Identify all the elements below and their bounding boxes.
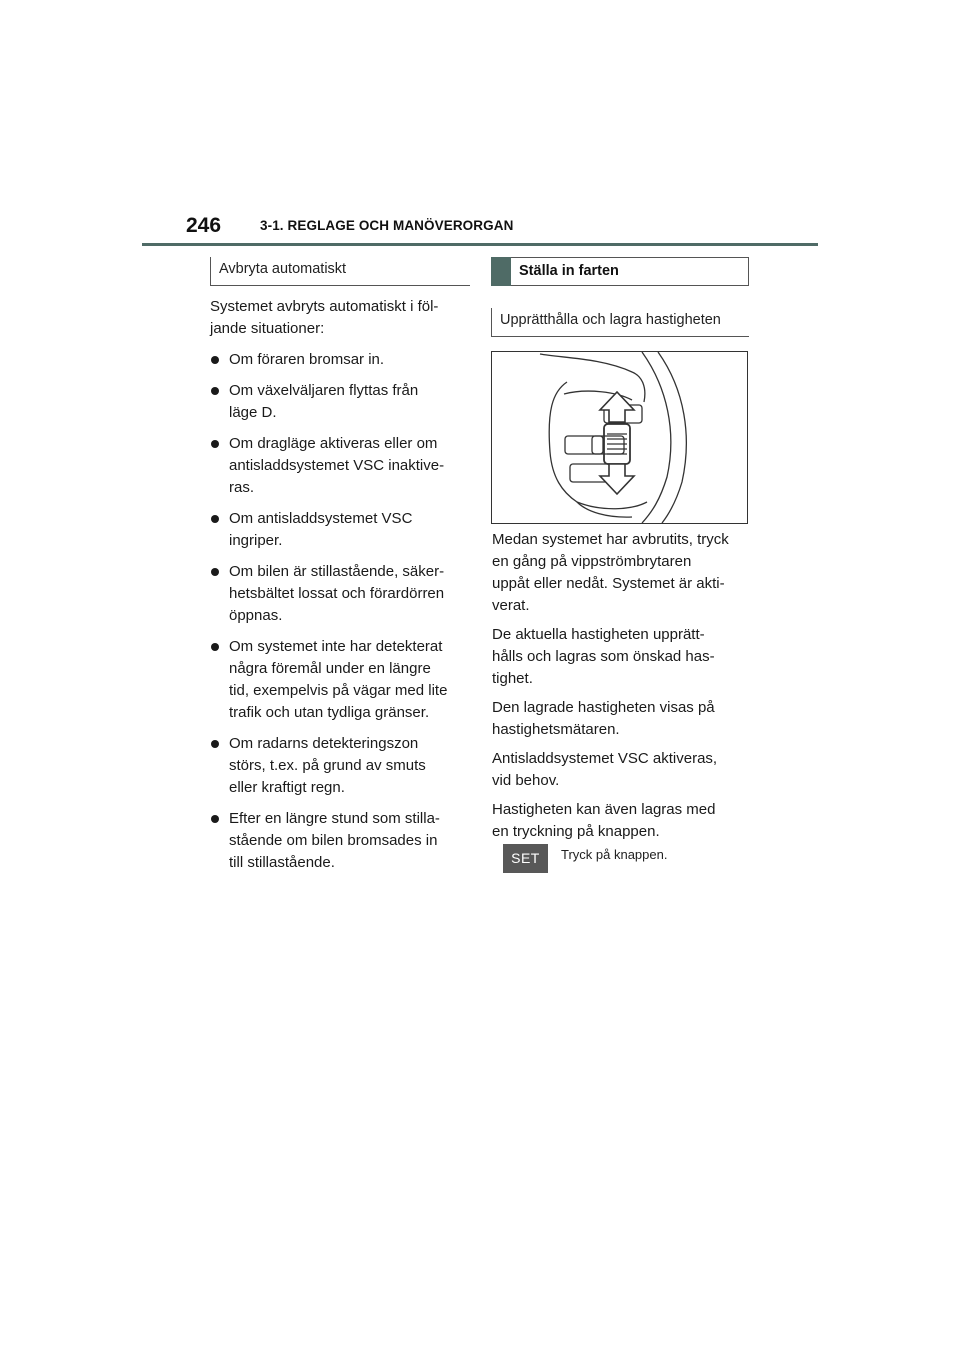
header-rule	[142, 243, 818, 246]
paragraph: De aktuella hastigheten upprätt- hålls och lagras som önskad has- tighet.	[492, 626, 715, 687]
paragraph: Medan systemet har avbrutits, tryck en gång på vippströmbrytaren uppåt eller nedåt. Systemet är akti- verat.	[492, 531, 729, 614]
right-column	[491, 257, 751, 337]
set-button-description: Tryck på knappen.	[561, 847, 668, 862]
list-item: Om växelväljaren flyttas från läge D.	[210, 380, 470, 424]
sub-heading-uppratthalla: Upprätthålla och lagra hastigheten	[491, 308, 749, 337]
bullet-icon	[211, 387, 219, 395]
paragraph: Hastigheten kan även lagras med en tryckning på knappen.	[492, 801, 716, 840]
bullet-list	[210, 349, 470, 874]
steering-wheel-switch-icon	[492, 352, 747, 523]
list-item: Om bilen är stillastående, säker- hetsbältet lossat och förardörren öppnas.	[210, 561, 470, 627]
bullet-icon	[211, 440, 219, 448]
bullet-icon	[211, 568, 219, 576]
list-item: Om föraren bromsar in.	[210, 349, 470, 371]
chapter-title: 3-1. REGLAGE OCH MANÖVERORGAN	[260, 218, 514, 233]
steering-wheel-figure	[491, 351, 748, 524]
paragraph: Den lagrade hastigheten visas på hastighetsmätaren.	[492, 699, 715, 738]
set-button-icon: SET	[503, 844, 548, 873]
intro-paragraph: Systemet avbryts automatiskt i föl- jande situationer:	[210, 298, 439, 337]
page-number: 246	[186, 214, 222, 237]
bullet-icon	[211, 740, 219, 748]
section-heading-bar	[491, 257, 511, 286]
bullet-icon	[211, 643, 219, 651]
list-item: Om antisladdsystemet VSC ingriper.	[210, 508, 470, 552]
list-item: Om radarns detekteringszon störs, t.ex. på grund av smuts eller kraftigt regn.	[210, 733, 470, 799]
bullet-icon	[211, 515, 219, 523]
section-heading-label: Ställa in farten	[519, 263, 619, 279]
left-column	[210, 257, 470, 874]
bullet-icon	[211, 815, 219, 823]
list-item: Om systemet inte har detekterat några föremål under en längre tid, exempelvis på vägar med lite trafik och utan tydliga gränser.	[210, 636, 470, 724]
paragraph: Antisladdsystemet VSC aktiveras, vid behov.	[492, 750, 718, 789]
bullet-icon	[211, 356, 219, 364]
section-heading	[491, 257, 749, 286]
list-item: Efter en längre stund som stilla- stående om bilen bromsades in till stillastående.	[210, 808, 470, 874]
sub-heading-avbryta: Avbryta automatiskt	[210, 257, 470, 286]
list-item: Om dragläge aktiveras eller om antisladdsystemet VSC inaktive- ras.	[210, 433, 470, 499]
right-paragraphs	[492, 529, 754, 843]
